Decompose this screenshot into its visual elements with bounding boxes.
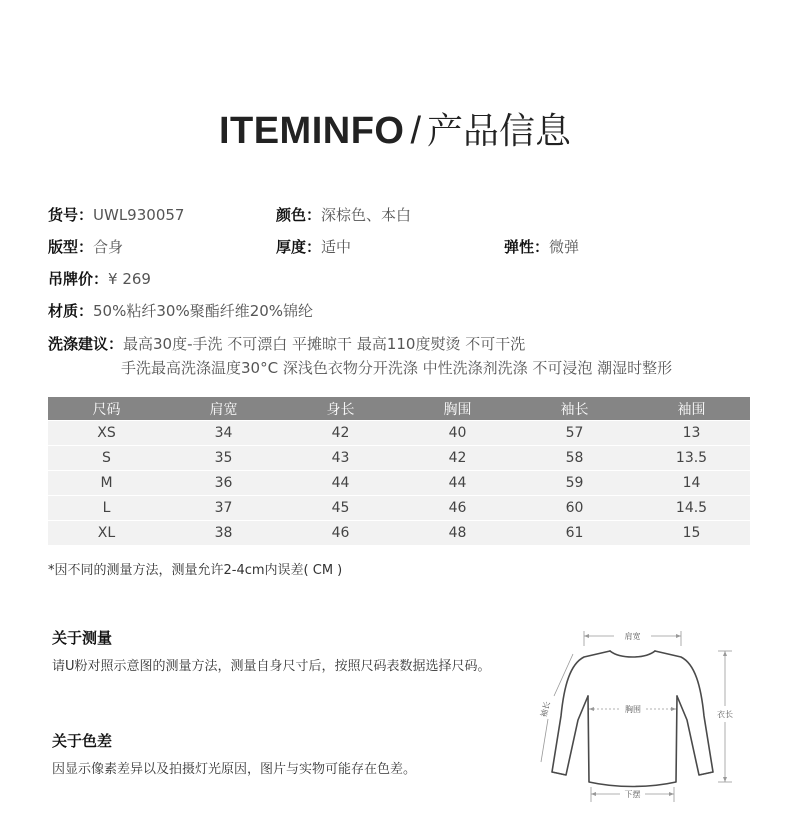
table-cell: 44 bbox=[282, 471, 399, 496]
table-cell: 13 bbox=[633, 421, 750, 446]
fit-label: 版型： bbox=[48, 238, 94, 256]
info-price bbox=[48, 268, 151, 290]
table-row bbox=[48, 496, 750, 521]
table-cell: 42 bbox=[282, 421, 399, 446]
table-cell: 45 bbox=[282, 496, 399, 521]
thickness-label: 厚度： bbox=[276, 238, 322, 256]
care-label: 洗涤建议： bbox=[48, 335, 124, 353]
price-value: ¥ 269 bbox=[108, 270, 151, 288]
table-cell: 59 bbox=[516, 471, 633, 496]
color-label: 颜色： bbox=[276, 206, 322, 224]
table-cell: 42 bbox=[399, 446, 516, 471]
table-cell: 46 bbox=[282, 521, 399, 546]
info-fit bbox=[48, 236, 123, 258]
shoulder-label: 肩宽 bbox=[624, 632, 641, 641]
table-row bbox=[48, 446, 750, 471]
measurement-diagram bbox=[528, 624, 748, 809]
header-length: 身长 bbox=[282, 397, 399, 421]
table-row bbox=[48, 471, 750, 496]
info-elasticity bbox=[504, 236, 579, 258]
size-table-header bbox=[48, 397, 750, 421]
info-thickness bbox=[276, 236, 351, 258]
hem-label: 下摆 bbox=[624, 790, 641, 799]
shirt-outline-icon bbox=[552, 651, 713, 787]
chest-dimension bbox=[589, 705, 676, 714]
header-size: 尺码 bbox=[48, 397, 165, 421]
table-cell: 35 bbox=[165, 446, 282, 471]
table-cell: 14.5 bbox=[633, 496, 750, 521]
title-chinese: 产品信息 bbox=[427, 111, 572, 152]
length-dimension bbox=[717, 651, 733, 782]
table-cell: 48 bbox=[399, 521, 516, 546]
item-no-value: UWL930057 bbox=[93, 206, 185, 224]
length-label: 衣长 bbox=[717, 710, 733, 719]
table-cell: L bbox=[48, 496, 165, 521]
header-shoulder: 肩宽 bbox=[165, 397, 282, 421]
price-label: 吊牌价： bbox=[48, 270, 109, 288]
info-material bbox=[48, 300, 313, 322]
fit-value: 合身 bbox=[93, 238, 124, 256]
table-cell: 37 bbox=[165, 496, 282, 521]
table-cell: 57 bbox=[516, 421, 633, 446]
table-cell: 46 bbox=[399, 496, 516, 521]
table-cell: S bbox=[48, 446, 165, 471]
size-table bbox=[48, 397, 750, 545]
hem-dimension bbox=[591, 787, 674, 802]
table-cell: 34 bbox=[165, 421, 282, 446]
page-title bbox=[0, 103, 790, 159]
table-cell: 43 bbox=[282, 446, 399, 471]
shoulder-dimension bbox=[584, 631, 681, 646]
title-separator: / bbox=[410, 110, 422, 152]
table-cell: 14 bbox=[633, 471, 750, 496]
info-item-no bbox=[48, 204, 184, 226]
color-value: 深棕色、本白 bbox=[321, 206, 412, 224]
table-cell: 58 bbox=[516, 446, 633, 471]
color-diff-body: 因显示像素差异以及拍摄灯光原因，图片与实物可能存在色差。 bbox=[52, 762, 417, 777]
table-cell: 36 bbox=[165, 471, 282, 496]
care-line-1: 最高30度-手洗 不可漂白 平摊晾干 最高110度熨烫 不可干洗 bbox=[123, 335, 526, 353]
header-sleeve-width: 袖围 bbox=[633, 397, 750, 421]
table-cell: XS bbox=[48, 421, 165, 446]
table-cell: 40 bbox=[399, 421, 516, 446]
table-row bbox=[48, 421, 750, 446]
color-diff-title: 关于色差 bbox=[52, 732, 113, 750]
measure-title: 关于测量 bbox=[52, 629, 113, 647]
measure-body: 请U粉对照示意图的测量方法，测量自身尺寸后，按照尺码表数据选择尺码。 bbox=[52, 659, 491, 674]
measurement-note: *因不同的测量方法，测量允许2-4cm内误差( CM ) bbox=[48, 563, 343, 578]
table-cell: M bbox=[48, 471, 165, 496]
material-label: 材质： bbox=[48, 302, 94, 320]
care-line-2: 手洗最高洗涤温度30°C 深浅色衣物分开洗涤 中性洗涤剂洗涤 不可浸泡 潮湿时整形 bbox=[121, 359, 673, 377]
elasticity-label: 弹性： bbox=[504, 238, 550, 256]
info-color bbox=[276, 204, 411, 226]
table-cell: XL bbox=[48, 521, 165, 546]
thickness-value: 适中 bbox=[321, 238, 352, 256]
sleeve-label: 袖长 bbox=[539, 700, 553, 719]
table-cell: 44 bbox=[399, 471, 516, 496]
material-value: 50%粘纤30%聚酯纤维20%锦纶 bbox=[93, 302, 314, 320]
table-row bbox=[48, 521, 750, 546]
header-sleeve-length: 袖长 bbox=[516, 397, 633, 421]
table-cell: 15 bbox=[633, 521, 750, 546]
table-cell: 38 bbox=[165, 521, 282, 546]
item-no-label: 货号： bbox=[48, 206, 94, 224]
table-cell: 60 bbox=[516, 496, 633, 521]
info-care bbox=[48, 333, 525, 355]
chest-label: 胸围 bbox=[625, 705, 641, 714]
table-cell: 61 bbox=[516, 521, 633, 546]
title-english: ITEMINFO bbox=[218, 110, 405, 152]
elasticity-value: 微弹 bbox=[549, 238, 580, 256]
header-chest: 胸围 bbox=[399, 397, 516, 421]
table-cell: 13.5 bbox=[633, 446, 750, 471]
